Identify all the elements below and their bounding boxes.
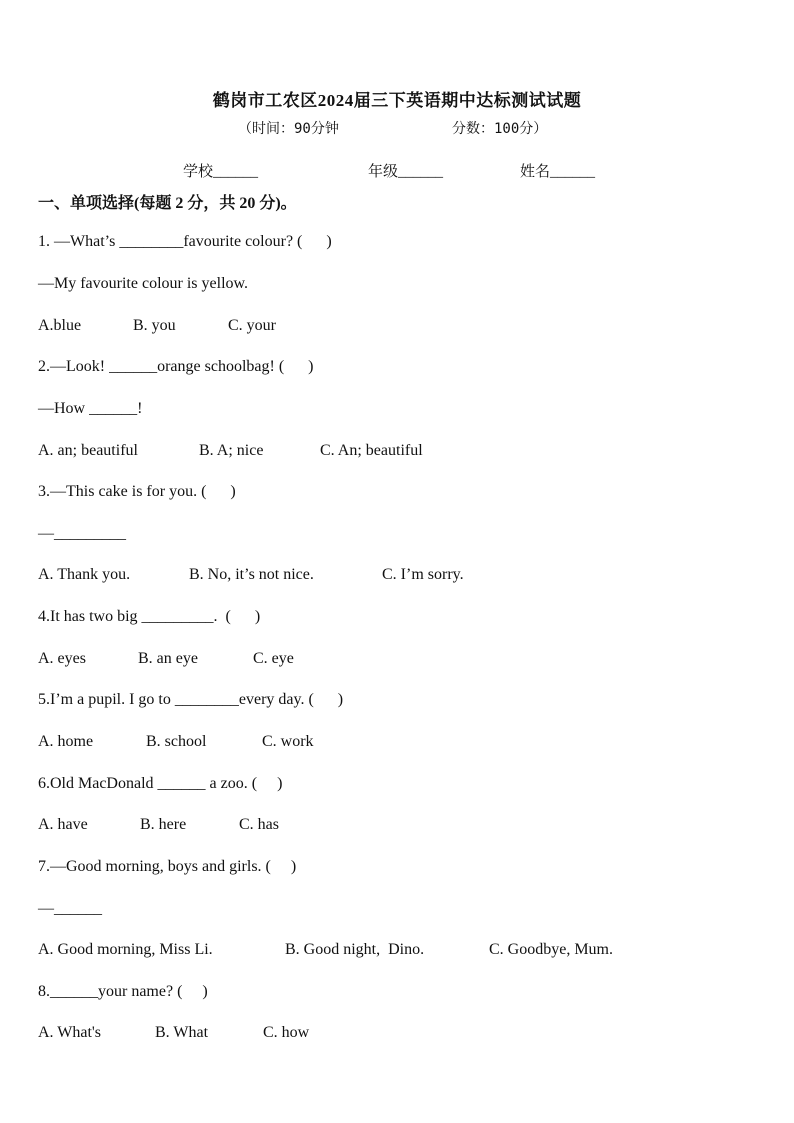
- question-1-line-1: 1. —What’s ________favourite colour? ( ): [38, 233, 332, 250]
- question-2-line-2: —How ______!: [38, 400, 143, 417]
- question-4-option-a: A. eyes: [38, 650, 86, 667]
- question-5-option-c: C. work: [262, 733, 314, 750]
- section-heading: 一、单项选择(每题 2 分，共 20 分)。: [38, 195, 297, 212]
- exam-time: （时间：90分钟: [238, 121, 339, 137]
- question-2-option-b: B. A; nice: [199, 442, 264, 459]
- question-3-option-c: C. I’m sorry.: [382, 566, 464, 583]
- question-2-option-c: C. An; beautiful: [320, 442, 423, 459]
- question-3-option-a: A. Thank you.: [38, 566, 131, 583]
- question-7-option-b: B. Good night, Dino.: [285, 941, 425, 958]
- question-3-line-2: —_________: [38, 525, 126, 542]
- name-field: 姓名______: [520, 164, 596, 180]
- question-8-option-b: B. What: [155, 1024, 209, 1041]
- question-5-option-b: B. school: [146, 733, 207, 750]
- question-1-line-2: —My favourite colour is yellow.: [38, 275, 249, 292]
- question-7-option-c: C. Goodbye, Mum.: [489, 941, 613, 958]
- question-3-option-b: B. No, it’s not nice.: [189, 566, 314, 583]
- exam-score: 分数：100分）: [452, 121, 548, 137]
- question-4-option-c: C. eye: [253, 650, 294, 667]
- question-2-option-a: A. an; beautiful: [38, 442, 138, 459]
- question-1-option-a: A.blue: [38, 317, 82, 334]
- question-7-option-a: A. Good morning, Miss Li.: [38, 941, 213, 958]
- question-6-option-a: A. have: [38, 816, 88, 833]
- grade-field: 年级______: [368, 164, 444, 180]
- question-6-line-1: 6.Old MacDonald ______ a zoo. ( ): [38, 775, 283, 792]
- question-2-line-1: 2.—Look! ______orange schoolbag! ( ): [38, 358, 314, 375]
- question-8-line-1: 8.______your name? ( ): [38, 983, 208, 1000]
- question-6-option-c: C. has: [239, 816, 279, 833]
- page-title: 鹤岗市工农区2024届三下英语期中达标测试试题: [212, 91, 582, 110]
- question-3-line-1: 3.—This cake is for you. ( ): [38, 483, 236, 500]
- question-8-option-a: A. What's: [38, 1024, 102, 1041]
- question-7-line-2: —______: [38, 900, 102, 917]
- question-6-option-b: B. here: [140, 816, 187, 833]
- question-1-option-b: B. you: [133, 317, 176, 334]
- question-5-option-a: A. home: [38, 733, 94, 750]
- question-4-option-b: B. an eye: [138, 650, 198, 667]
- question-1-option-c: C. your: [228, 317, 276, 334]
- question-7-line-1: 7.—Good morning, boys and girls. ( ): [38, 858, 297, 875]
- question-5-line-1: 5.I’m a pupil. I go to ________every day. ( ): [38, 691, 344, 708]
- question-4-line-1: 4.It has two big _________. ( ): [38, 608, 261, 625]
- school-field: 学校______: [183, 164, 259, 180]
- question-8-option-c: C. how: [263, 1024, 310, 1041]
